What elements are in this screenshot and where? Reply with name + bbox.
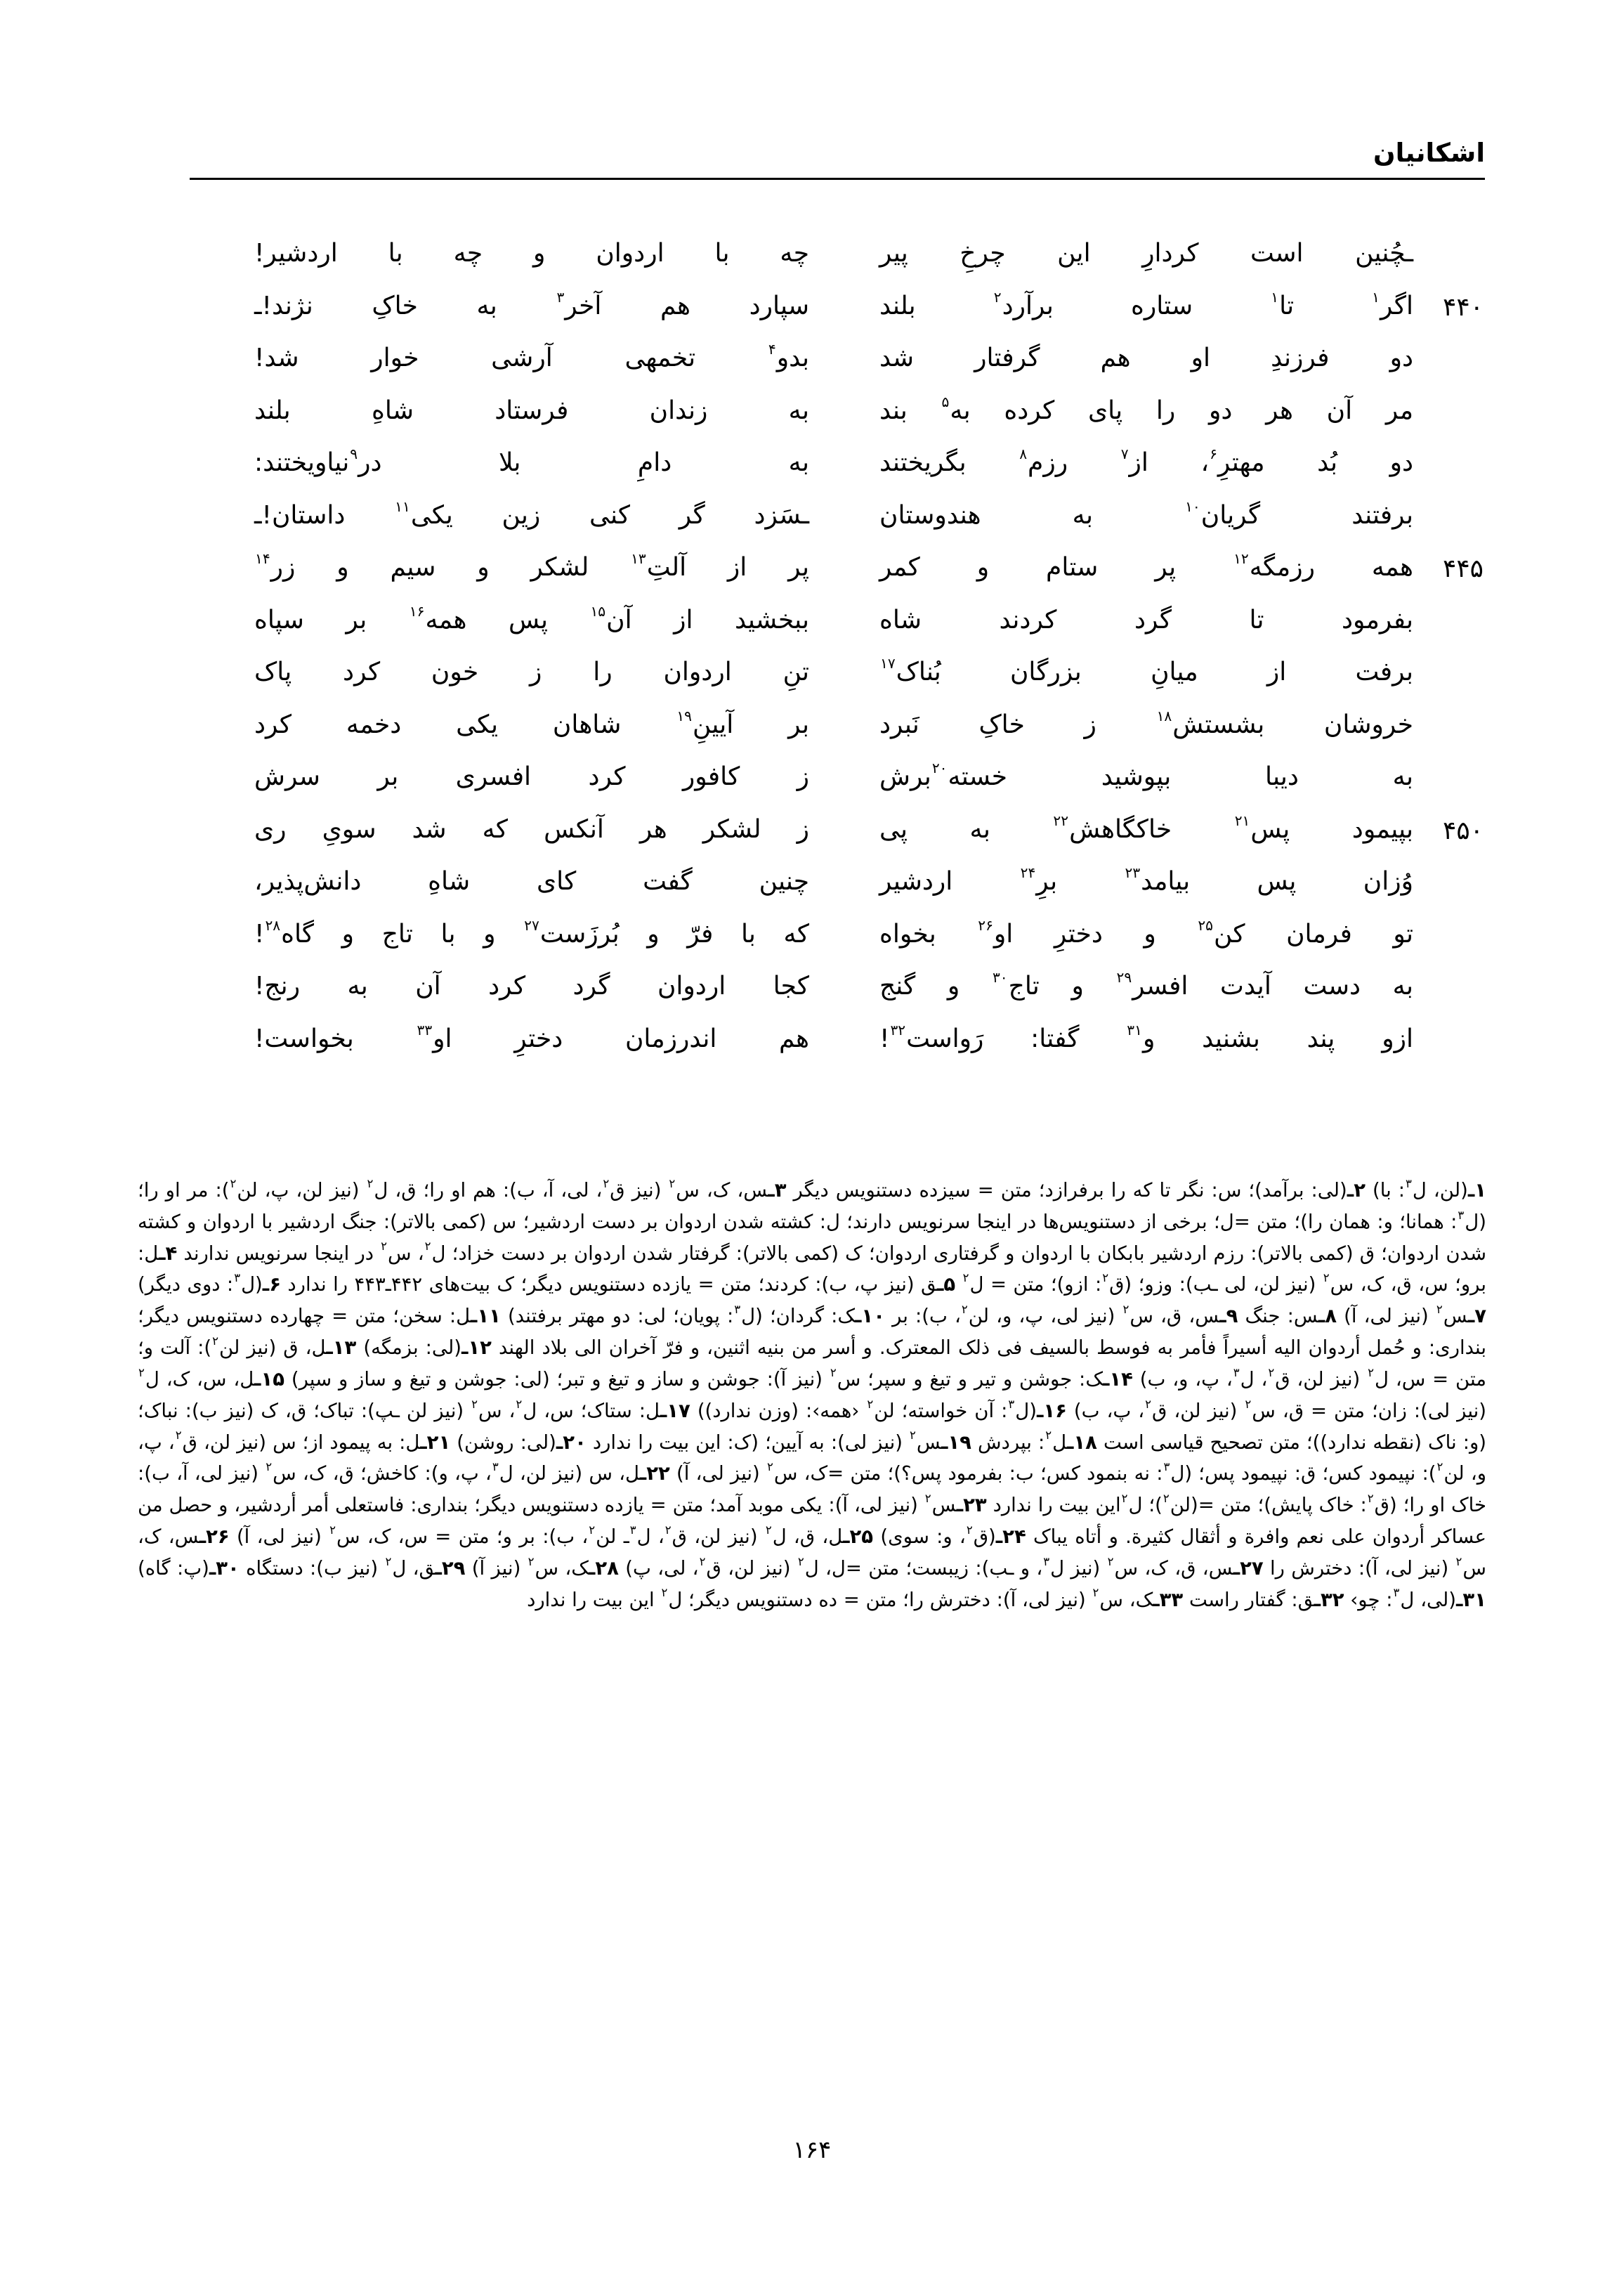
hemistich-second: کجا اردوان گرد کرد آن به رنج!	[254, 972, 809, 1001]
hemistich-second: بر آیینِ$^{۱۹}$ شاهان یکی دخمه کرد	[254, 707, 809, 739]
verse-row	[140, 599, 1484, 651]
verse-row	[140, 808, 1484, 861]
verse-row	[140, 1017, 1484, 1070]
verse-row	[140, 651, 1484, 703]
header-rule	[190, 178, 1485, 180]
verse-number: ۴۵۰	[1442, 816, 1484, 845]
hemistich-first: دو بُد مهترِ$^۶$، از$^۷$ رزم$^۸$ بگریختند	[879, 445, 1413, 477]
hemistich-second: به زندان فرستاد شاهِ بلند	[254, 396, 809, 425]
verse-row	[140, 965, 1484, 1017]
hemistich-second: ز کافور کرد افسری بر سرش	[254, 762, 809, 791]
verse-row	[140, 860, 1484, 913]
hemistich-second: ببخشید از آن$^{۱۵}$ پس همه$^{۱۶}$ بر سپاه	[254, 602, 809, 634]
footnote-text: ۱ـ(لن، ل$^۳$: با)‏ ۲ـ(لی: برآمد)؛ س: نگر تا که را برفرازد؛ متن = سیزده دستنویس دیگر‏ ۳ـس، ک، س$^۲$ (نیز ق$^۲$، لی، آ، ب): هم او را؛ ق، ل$^۲$ (نیز لن، پ، لن$^۲$): مر او را؛ (ل$^۳$: همانا؛ و: همان را)؛ متن =ل؛ برخی از دستنویس‌ها در اینجا سرنویس دارند؛ ل: کشته شدن اردوان بر دست اردشیر؛ س (کمی بالاتر): جنگ اردشیر با اردوان و کشته شدن اردوان؛ ق (کمی بالاتر): رزم اردشیر بابکان با اردوان و گرفتاری اردوان؛ ک (کمی بالاتر): گرفتار شدن اردوان بر دست خزاد؛ ل$^۲$، س$^۲$ در اینجا سرنویس ندارند‏ ۴ـل: برو؛ س، ق، ک، س$^۲$ (نیز لن، لی ـب): وزو؛ (ق$^۲$: ازو)؛ متن = ل$^۲$‏ ۵ـق (نیز پ، ب): کردند؛ متن = یازده دستنویس دیگر؛ ک بیت‌های ۴۴۲ـ۴۴۳ را ندارد‏ ۶ـ(ل$^۳$: دوی دیگر)‏ ۷ـس$^۲$ (نیز لی، آ)‏ ۸ـس: جنگ‏ ۹ـس، ق، س$^۲$ (نیز لی، پ، و، لن$^۲$، ب): بر‏ ۱۰ـک: گردان؛ (ل$^۳$: پویان؛ لی: دو مهتر برفتند)‏ ۱۱ـل: سخن؛ متن = چهارده دستنویس دیگر؛ بنداری: و حُمل أردوان الیه أسیراً فأمر به فوسط بالسیف فی ذلک المعترک. و أسر من بنیه اثنین، و فرّ آخران الی بلاد الهند‏ ۱۲ـ(لی: بزمگه)‏ ۱۳ـل، ق (نیز لن$^۲$): آلت و؛ متن = س، ل$^۲$ (نیز لن، ق$^۲$، ل$^۳$، پ، و، ب)‏ ۱۴ـک: جوشن و تیر و تیغ و سپر؛ س$^۲$ (نیز آ): جوشن و ساز و تیغ و تبر؛ (لی: جوشن و تیغ و ساز و سپر)‏ ۱۵ـل، س، ک، ل$^۲$ (نیز لی): زان؛ متن = ق، س$^۲$ (نیز لن، ق$^۲$، پ، ب)‏ ۱۶ـ(ل$^۳$: آن خواسته؛ لن$^۲$ ‹همه›: (وزن ندارد))‏ ۱۷ـل: ستاک؛ س، ل$^۲$، س$^۲$ (نیز لن ـپ): تباک؛ ق، ک (نیز ب): نباک؛ (و: ناک (نقطه ندارد))؛ متن تصحیح قیاسی است‏ ۱۸ـل$^۲$: بپردش‏ ۱۹ـس$^۲$ (نیز لی): به آیین؛ (ک: این بیت را ندارد‏ ۲۰ـ(لی: روشن)‏ ۲۱ـل: به پیمود از؛ س (نیز لن، ق$^۲$، پ، و، لن$^۲$): نپیمود کس؛ ق: نپیمود پس؛ (ل$^۳$: نه بنمود کس؛ ب: بفرمود پس؟)؛ متن =ک، س$^۲$ (نیز لی، آ)‏ ۲۲ـل، س (نیز لن، ل$^۳$، پ، و): کاخش؛ ق، ک، س$^۲$ (نیز لی، آ، ب): خاک او را؛ (ق$^۲$: خاک پایش)؛ متن =(لن$^۲$)؛ ل$^۲$این بیت را ندارد‏ ۲۳ـس$^۲$ (نیز لی، آ): یکی موبد آمد؛ متن = یازده دستنویس دیگر؛ بنداری: فاستعلی أمر أردشیر، و حصل من عساکر أردوان علی نعم وافرة و أثقال کثیرة. و أتاه یباک‏ ۲۴ـ(ق$^۲$، و: سوی)‏ ۲۵ـل، ق، ل$^۲$ (نیز لن، ق$^۲$، ل$^۳$ـ لن$^۲$، ب): بر و؛ متن = س، ک، س$^۲$ (نیز لی، آ)‏ ۲۶ـس، ک، س$^۲$ (نیز لی، آ): دخترش را‏ ۲۷ـس، ق، ک، س$^۲$ (نیز ل$^۳$، و ـب): زیبست؛ متن =ل، ل$^۲$ (نیز لن، ق$^۲$، لی، پ)‏ ۲۸ـک، س$^۲$ (نیز آ)‏ ۲۹ـق، ل$^۲$ (نیز ب): دستگاه‏ ۳۰ـ(پ: گاه)‏ ۳۱ـ(لی، ل$^۳$: چو›‏ ۳۲ـق: گفتار راست‏ ۳۳ـک، س$^۲$ (نیز لی، آ): دخترش را؛ متن = ده دستنویس دیگر؛ ل$^۲$ این بیت را ندارد	[138, 1176, 1487, 1611]
hemistich-first: برفت از میانِ بزرگان بُناک$^{۱۷}$	[880, 655, 1413, 686]
hemistich-first: اگر$^۱$ تا$^۱$ ستاره برآرد$^۲$ بلند	[879, 288, 1413, 320]
hemistich-second: بدو$^۴$ تخمهی آرشی خوار شد!	[254, 341, 809, 372]
verse-block	[140, 232, 1484, 1138]
hemistich-second: چنین گفت کای شاهِ دانش‌پذیر،	[254, 867, 809, 896]
hemistich-first: به دیبا بپوشید خسته$^{۲۰}$برش	[879, 760, 1413, 791]
hemistich-first: همه رزمگه$^{۱۲}$ پر ستام و کمر	[879, 550, 1413, 582]
hemistich-first: خروشان بشستش$^{۱۸}$ ز خاکِ نَبرد	[879, 707, 1413, 739]
hemistich-second: ز لشکر هر آنکس که شد سویِ ری	[254, 814, 809, 844]
verse-row	[140, 494, 1484, 547]
hemistich-first: وُزان پس بیامد$^{۲۳}$ برِ$^{۲۴}$ اردشیر	[879, 864, 1413, 896]
verse-number: ۴۴۵	[1442, 554, 1484, 583]
hemistich-first: ازو پند بشنید و$^{۳۱}$ گفتا: رَواست$^{۳۲}$!	[879, 1021, 1414, 1053]
hemistich-second: تنِ اردوان را ز خون کرد پاک	[254, 658, 809, 686]
hemistich-second: ـسَزد گر کنی زین یکی$^{۱۱}$ داستان!ـ	[254, 497, 809, 530]
hemistich-first: دو فرزندِ او هم گرفتار شد	[879, 344, 1413, 372]
verse-row	[140, 546, 1484, 599]
running-head-title: اشکانیان	[1373, 138, 1485, 168]
hemistich-second: چه با اردوان و چه با اردشیر!	[254, 239, 809, 268]
verse-row	[140, 755, 1484, 808]
hemistich-first: برفتند گریان$^{۱۰}$ به هندوستان	[879, 497, 1413, 530]
hemistich-first: بفرمود تا گرد کردند شاه	[879, 605, 1413, 634]
hemistich-first: بپیمود پس$^{۲۱}$ خاکگاهش$^{۲۲}$ به پی	[879, 812, 1413, 844]
footnote-apparatus	[138, 1175, 1486, 1615]
hemistich-first: به دست آیدت افسر$^{۲۹}$ و تاج$^{۳۰}$ و گنج	[879, 969, 1413, 1001]
hemistich-first: مر آن هر دو را پای کرده به$^۵$ بند	[879, 393, 1413, 425]
verse-row	[140, 703, 1484, 756]
hemistich-second: هم اندرزمان دخترِ او$^{۳۳}$ بخواست!	[254, 1021, 809, 1053]
hemistich-second: پر از آلتِ$^{۱۳}$ لشکر و سیم و زر$^{۱۴}$	[255, 550, 809, 582]
verse-row	[140, 337, 1484, 389]
verse-row	[140, 285, 1484, 337]
verse-number: ۴۴۰	[1442, 292, 1484, 322]
verse-row	[140, 389, 1484, 442]
hemistich-first: تو فرمان کن$^{۲۵}$ و دخترِ او$^{۲۶}$ بخواه	[879, 916, 1413, 949]
hemistich-second: که با فرّ و بُرزَست$^{۲۷}$ و با تاج و گاه$^{۲۸}$!	[254, 916, 809, 949]
verse-row	[140, 913, 1484, 965]
hemistich-second: سپارد هم آخر$^۳$ به خاکِ نژند!ـ	[254, 288, 809, 320]
running-head	[190, 138, 1485, 187]
verse-row	[140, 441, 1484, 494]
hemistich-second: به دامِ بلا در$^۹$نیاویختند:	[254, 445, 809, 477]
page-number: ۱۶۴	[792, 2136, 832, 2164]
verse-row	[140, 232, 1484, 285]
hemistich-first: ـچُنین است کردارِ این چرخِ پیر	[879, 239, 1413, 268]
